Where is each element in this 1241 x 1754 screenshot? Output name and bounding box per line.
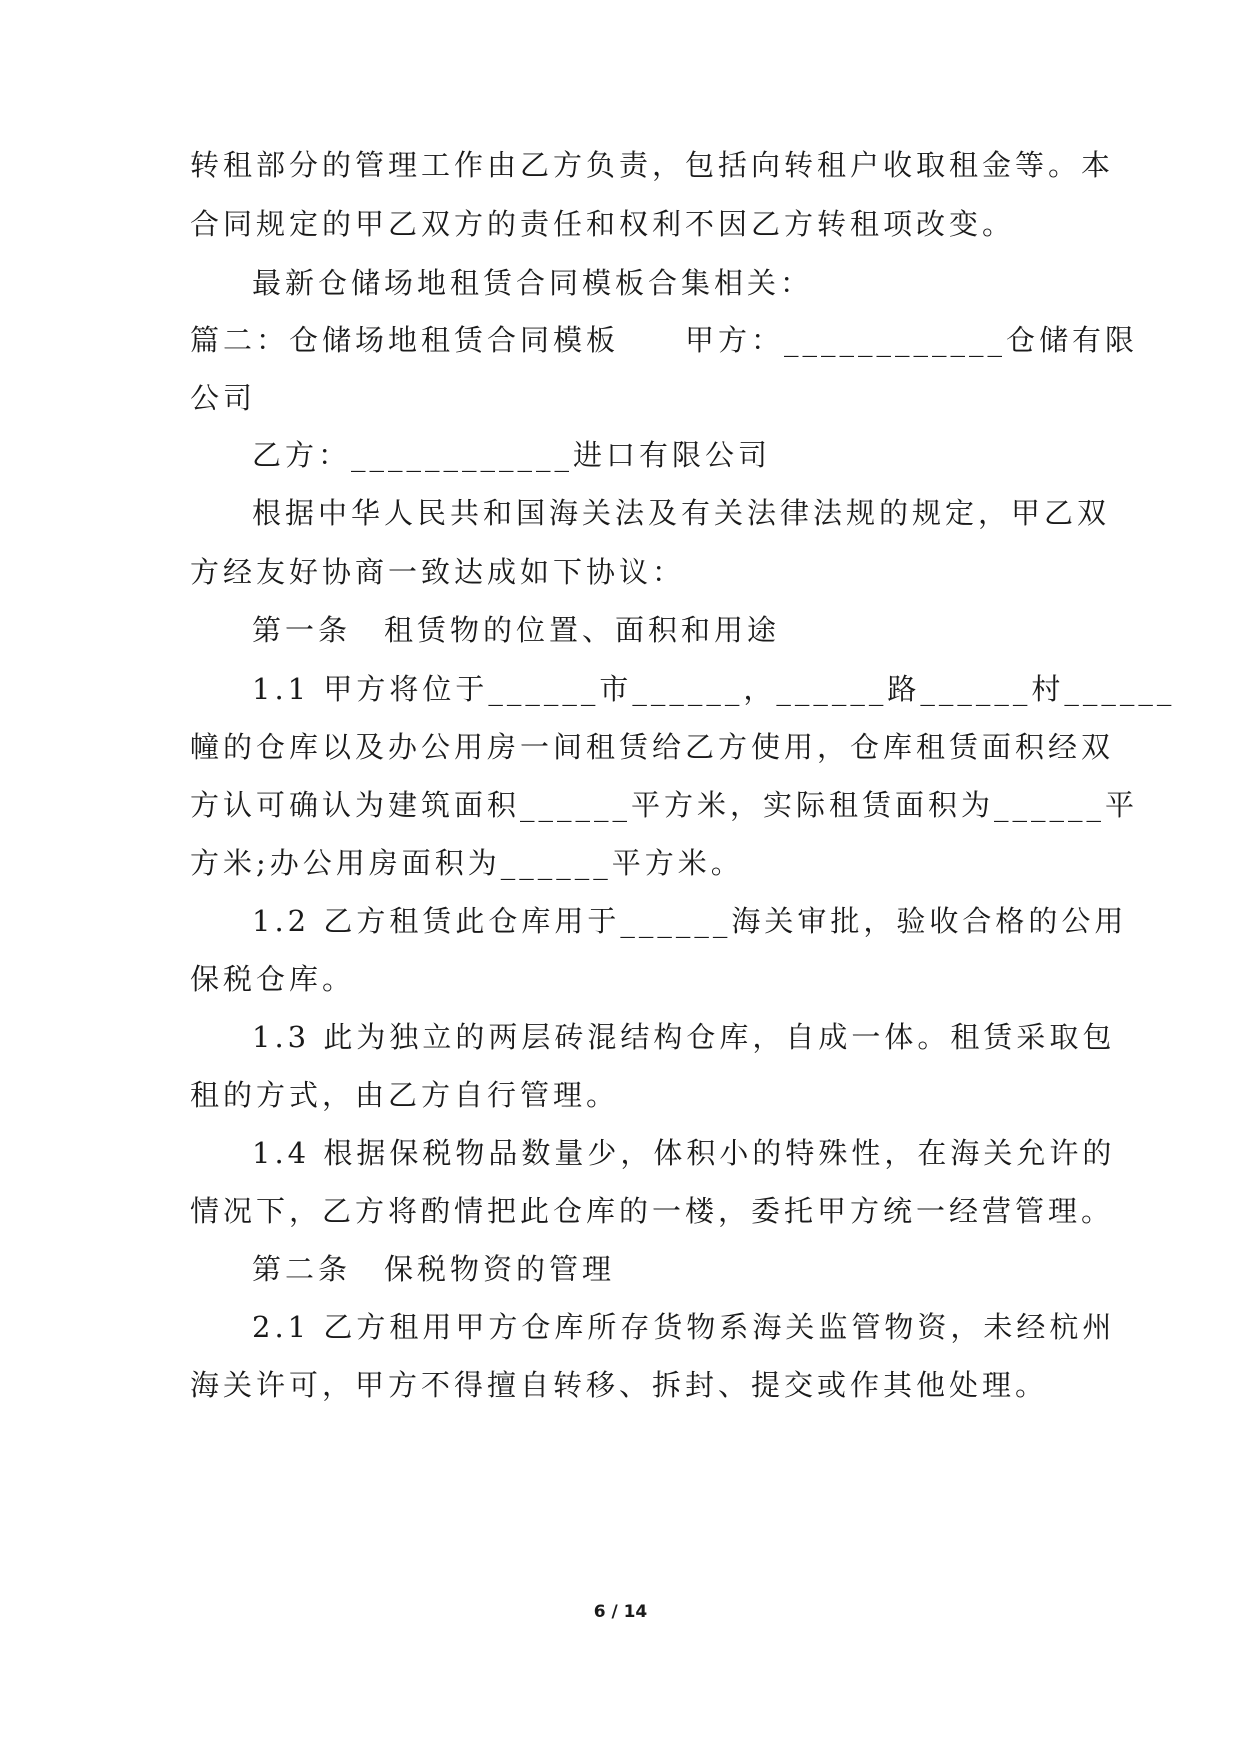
- text-line: 方认可确认为建筑面积______平方米，实际租赁面积为______平: [190, 788, 1139, 822]
- text-line: 合同规定的甲乙双方的责任和权利不因乙方转租项改变。: [190, 207, 1016, 241]
- page-number: 6 / 14: [593, 1602, 648, 1622]
- clause-line: 1.4 根据保税物品数量少，体积小的特殊性，在海关允许的: [252, 1136, 1116, 1170]
- text-line: 最新仓储场地租赁合同模板合集相关：: [252, 266, 814, 300]
- text-line: 方经友好协商一致达成如下协议：: [190, 555, 686, 589]
- clause-line: 1.1 甲方将位于______市______，______路______村______: [252, 672, 1176, 706]
- section-heading-line: 篇二：仓储场地租赁合同模板 甲方：____________仓储有限: [190, 323, 1139, 357]
- text-line: 幢的仓库以及办公用房一间租赁给乙方使用，仓库租赁面积经双: [190, 730, 1115, 764]
- clause-line: 1.2 乙方租赁此仓库用于______海关审批，验收合格的公用: [252, 904, 1128, 938]
- party-b-line: 乙方：____________进口有限公司: [252, 438, 772, 472]
- article-heading: 第一条 租赁物的位置、面积和用途: [252, 613, 781, 647]
- text-line: 海关许可，甲方不得擅自转移、拆封、提交或作其他处理。: [190, 1368, 1049, 1402]
- text-line: 转租部分的管理工作由乙方负责，包括向转租户收取租金等。本: [190, 148, 1115, 182]
- article-heading: 第二条 保税物资的管理: [252, 1252, 616, 1286]
- clause-line: 2.1 乙方租用甲方仓库所存货物系海关监管物资，未经杭州: [252, 1310, 1116, 1344]
- text-line: 公司: [190, 381, 257, 415]
- text-line: 保税仓库。: [190, 962, 356, 996]
- text-line: 租的方式，由乙方自行管理。: [190, 1078, 620, 1112]
- text-line: 方米;办公用房面积为______平方米。: [190, 846, 744, 880]
- clause-line: 1.3 此为独立的两层砖混结构仓库，自成一体。租赁采取包: [252, 1020, 1116, 1054]
- text-line: 根据中华人民共和国海关法及有关法律法规的规定，甲乙双: [252, 496, 1111, 530]
- text-line: 情况下，乙方将酌情把此仓库的一楼，委托甲方统一经营管理。: [190, 1194, 1115, 1228]
